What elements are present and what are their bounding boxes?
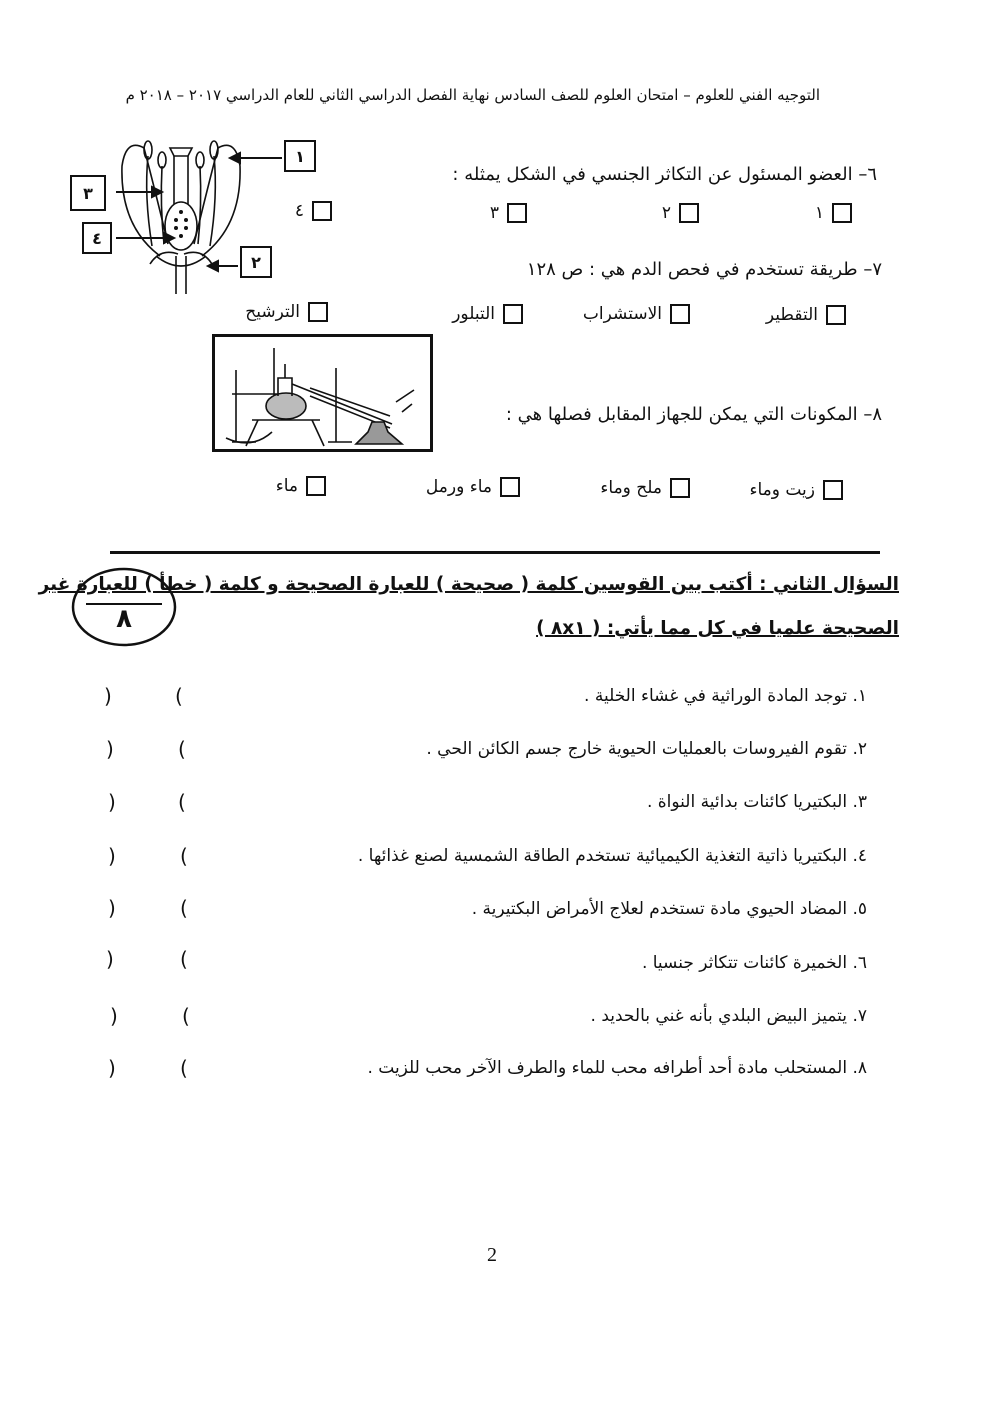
q7-option-1-label: التقطير: [765, 305, 818, 325]
answer-4-blank[interactable]: [124, 848, 174, 870]
answer-2-close: ): [106, 737, 114, 761]
section2-title-line1: السؤال الثاني : أكتب بين القوسين كلمة ( صحيحة ) للعبارة الصحيحة و كلمة ( خطأ ) للعبارة غير: [38, 574, 899, 595]
q7-option-3[interactable]: [452, 304, 523, 324]
q8-option-3-checkbox[interactable]: [500, 477, 520, 497]
statement-6: ٦. الخميرة كائنات تتكاثر جنسيا .: [641, 953, 867, 973]
q8-option-4[interactable]: [276, 476, 326, 496]
q8-option-3-label: ماء ورمل: [425, 477, 492, 497]
q7-option-1-checkbox[interactable]: [826, 305, 846, 325]
diagram-label-1: ١: [284, 140, 316, 172]
q8-option-1-checkbox[interactable]: [823, 480, 843, 500]
diagram-label-2: ٢: [240, 246, 272, 278]
answer-1-open: (: [175, 684, 183, 708]
page-number: 2: [487, 1244, 497, 1266]
answer-8-close: ): [108, 1056, 116, 1080]
q8-option-3[interactable]: [426, 477, 520, 497]
answer-8-blank[interactable]: [126, 1060, 176, 1082]
q7-option-2-label: الاستشراب: [582, 304, 662, 324]
answer-8-open: (: [180, 1056, 188, 1080]
q6-option-2-checkbox[interactable]: [679, 203, 699, 223]
answer-1-blank[interactable]: [120, 688, 170, 710]
q6-option-2[interactable]: [662, 203, 699, 223]
answer-2-open: (: [178, 737, 186, 761]
answer-5-open: (: [180, 896, 188, 920]
answer-3-close: ): [108, 790, 116, 814]
q6-option-1-checkbox[interactable]: [832, 203, 852, 223]
q7-option-2-checkbox[interactable]: [670, 304, 690, 324]
q6-option-1-label: ١: [814, 203, 824, 223]
answer-7-close: ): [110, 1004, 118, 1028]
statement-2: ٢. تقوم الفيروسات بالعمليات الحيوية خارج جسم الكائن الحي .: [426, 739, 867, 759]
answer-5-blank[interactable]: [124, 900, 174, 922]
q7-option-3-label: التبلور: [452, 304, 495, 324]
q7-option-4-label: الترشيح: [245, 302, 300, 322]
answer-5-close: ): [108, 896, 116, 920]
distillation-apparatus: [212, 334, 433, 452]
statement-7: ٧. يتميز البيض البلدي بأنه غني بالحديد .: [590, 1006, 867, 1026]
score-value: ٨: [116, 604, 132, 634]
statement-4: ٤. البكتيريا ذاتية التغذية الكيميائية تستخدم الطاقة الشمسية لصنع غذائها .: [357, 846, 867, 866]
q6-option-4-label: ٤: [294, 201, 304, 221]
q6-option-4-checkbox[interactable]: [312, 201, 332, 221]
answer-3-blank[interactable]: [124, 794, 174, 816]
q6-option-1[interactable]: [815, 203, 852, 223]
q8-option-2[interactable]: [600, 478, 690, 498]
answer-3-open: (: [178, 790, 186, 814]
answer-6-close: ): [106, 947, 114, 971]
answer-4-open: (: [180, 844, 188, 868]
q6-option-4[interactable]: [295, 201, 332, 221]
statement-1: ١. توجد المادة الوراثية في غشاء الخلية .: [584, 686, 867, 706]
q8-option-2-label: ملح وماء: [600, 478, 662, 498]
q7-option-4-checkbox[interactable]: [308, 302, 328, 322]
q7-option-1[interactable]: [766, 305, 846, 325]
diagram-label-4: ٤: [82, 222, 112, 254]
exam-header: التوجيه الفني للعلوم – امتحان العلوم للصف السادس نهاية الفصل الدراسي الثاني للعام الدراسي ٢٠١٧ – ٢٠١٨ م: [125, 86, 820, 104]
section2-title-line2: الصحيحة علميا في كل مما يأتي: ( ٨x١ ): [536, 618, 899, 639]
diagram-label-3: ٣: [70, 175, 106, 211]
q7-option-4[interactable]: [245, 302, 328, 322]
q7-option-3-checkbox[interactable]: [503, 304, 523, 324]
statement-3: ٣. البكتيريا كائنات بدائية النواة .: [646, 792, 867, 812]
q8-option-1[interactable]: [749, 480, 843, 500]
q8-option-1-label: زيت وماء: [749, 480, 815, 500]
statement-8: ٨. المستحلب مادة أحد أطرافه محب للماء والطرف الآخر محب للزيت .: [367, 1058, 867, 1078]
statement-5: ٥. المضاد الحيوي مادة تستخدم لعلاج الأمراض البكتيرية .: [471, 899, 867, 919]
answer-6-open: (: [180, 947, 188, 971]
answer-1-close: ): [104, 684, 112, 708]
q8-option-4-label: ماء: [275, 476, 298, 496]
question-6-text: ٦– العضو المسئول عن التكاثر الجنسي في الشكل يمثله :: [452, 164, 877, 185]
section-divider: [110, 551, 880, 554]
answer-6-blank[interactable]: [124, 951, 174, 973]
answer-2-blank[interactable]: [122, 741, 172, 763]
question-8-text: ٨– المكونات التي يمكن للجهاز المقابل فصلها هي :: [505, 404, 882, 425]
q6-option-3-checkbox[interactable]: [507, 203, 527, 223]
q8-option-4-checkbox[interactable]: [306, 476, 326, 496]
q6-option-3[interactable]: [490, 203, 527, 223]
answer-7-blank[interactable]: [126, 1008, 176, 1030]
q7-option-2[interactable]: [583, 304, 690, 324]
q6-option-3-label: ٣: [489, 203, 499, 223]
question-7-text: ٧– طريقة تستخدم في فحص الدم هي : ص ١٢٨: [526, 259, 882, 280]
q6-option-2-label: ٢: [661, 203, 671, 223]
q8-option-2-checkbox[interactable]: [670, 478, 690, 498]
answer-7-open: (: [182, 1004, 190, 1028]
answer-4-close: ): [108, 844, 116, 868]
